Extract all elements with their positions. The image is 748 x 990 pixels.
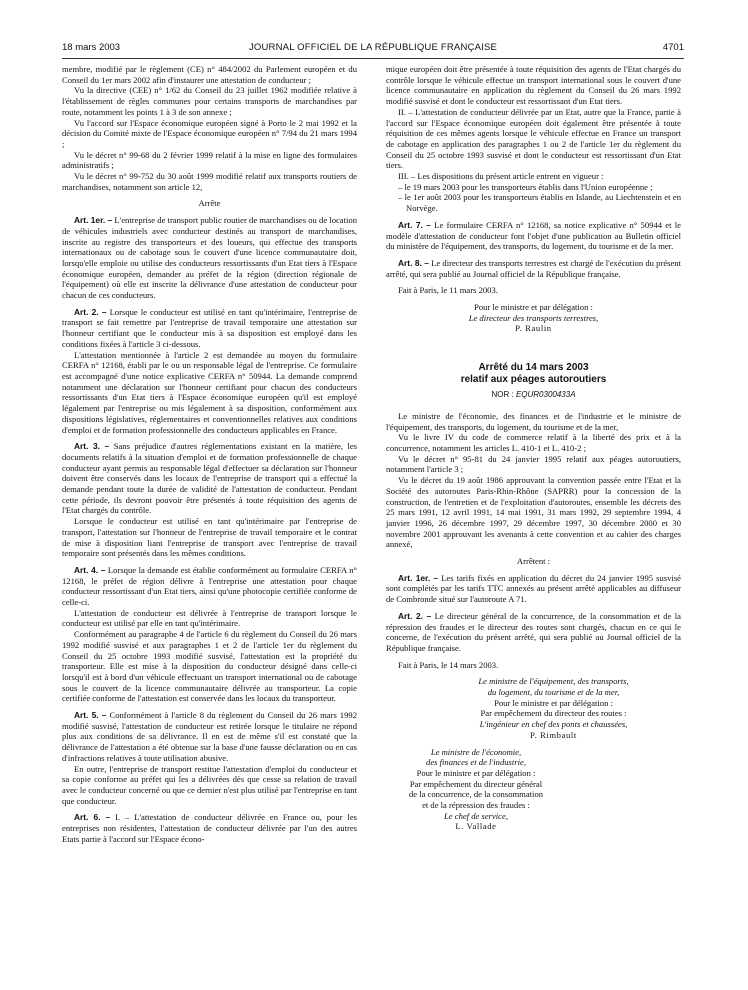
decree-title-line: relatif aux péages autoroutiers — [460, 374, 607, 386]
nor-reference — [386, 390, 681, 401]
paragraph: Lorsque le conducteur est utilisé en tant qu'intérimaire par l'entreprise de transport, l'attestation sur l'honneur de l'entreprise de travail temporaire et le contrat de mise à disposition liant l'entreprise de transport avec l'entreprise de travail temporaire sont présentés dans les mêmes conditions. — [62, 516, 357, 559]
article-6 — [62, 812, 357, 844]
signature-line: du logement, du tourisme et de la mer, — [487, 687, 620, 698]
signatory: P. Rimbault — [530, 729, 577, 740]
signature-line: Pour le ministre et par délégation : — [474, 302, 593, 313]
list-item: – le 19 mars 2003 pour les transporteurs établis dans l'Union européenne ; — [398, 181, 653, 192]
paragraph: L'attestation mentionnée à l'article 2 est demandée au moyen du formulaire CERFA n° 12168, établi par le ou un responsable légal de l'entreprise. Ce formulaire est accompagné d'une notice explicative CERFA n° 50944. La demande comprend notamment une déclaration sur l'honneur certifiant pour chacun des conducteurs ressortissants d'un Etat tiers à l'Espace économique européen qu'il est employé légalement par l'entreprise ou mis légalement à sa disposition, conformément aux dispositions législatives, réglementaires et conventionnelles relatives aux conditions d'emploi et de formation professionnelle des conducteurs applicables en France. — [62, 349, 357, 435]
signature-block — [386, 676, 681, 740]
paragraph: Vu l'accord sur l'Espace économique européen signé à Porto le 2 mai 1992 et la décision du Comité mixte de l'Espace économique européen n° 7/94 du 21 mars 1994 ; — [62, 117, 357, 149]
signatory: P. Raulin — [515, 323, 552, 334]
article-5 — [62, 710, 357, 764]
right-column — [386, 64, 681, 832]
signature-line: de la concurrence, de la consommation — [408, 789, 544, 800]
header-rule — [62, 58, 684, 59]
paragraph: En outre, l'entreprise de transport restitue l'attestation d'emploi du conducteur et sa copie conforme au préfet qui les a délivrées dès que cesse sa relation de travail avec le conducteur concerné ou que ce dernier n'est plus utilisé par l'entreprise en tant que conducteur. — [62, 763, 357, 806]
article-7 — [386, 220, 681, 252]
paragraph: Vu le décret n° 99-68 du 2 février 1999 relatif à la mise en ligne des formulaires administratifs ; — [62, 149, 357, 171]
signature-block — [386, 747, 566, 833]
page-number: 4701 — [662, 42, 684, 53]
article-text: L'entreprise de transport public routier de marchandises ou de location de véhicules industriels avec conducteur destinés au transport de marchandises, inscrite au registre des transporteurs et des loueurs, qui effectue des transports internationaux ou de cabotage sous le couvert d'une licence communautaire doit, lorsqu'elle emploie ou utilise des conducteurs ressortissants d'un Etat tiers à l'Espace économique européen, demander au préfet de la région (direction régionale de l'équipement) où elle est inscrite la délivrance d'une attestation de conducteur pour chacun de ces conducteurs. — [62, 215, 357, 301]
arretent-heading: Arrêtent : — [516, 556, 551, 567]
left-column — [62, 64, 357, 845]
list-item: – le 1er août 2003 pour les transporteurs établis en Islande, au Liechtenstein et en Norvège. — [398, 192, 681, 214]
fait-a-paris: Fait à Paris, le 14 mars 2003. — [398, 659, 499, 670]
signature-block — [386, 302, 681, 334]
paragraph: membre, modifié par le règlement (CE) n° 484/2002 du Parlement européen et du Conseil du 1er mars 2002 afin d'instaurer une attestation de conducteur ; — [62, 64, 357, 85]
paragraph: II. – L'attestation de conducteur délivrée par un Etat, autre que la France, partie à l'accord sur l'Espace économique européen doit également être présentée à toute réquisition de ces mêmes agents lorsque le véhicule effectue en France un transport de cabotage en application des paragraphes 1 ou 2 de l'article 1er du règlement du Conseil du 25 octobre 1993 susvisé et dont le conducteur est ressortissant d'un Etat tiers. — [386, 106, 681, 171]
article-text: Conformément à l'article 8 du règlement du Conseil du 26 mars 1992 modifié susvisé, l'attestation de conducteur est retirée lorsque le titulaire ne répond plus aux conditions de sa délivrance. Il en est de même s'il est constaté que la délivrance de l'attestation a été obtenue sur la base d'une fausse déclaration ou en cas d'infractions relatives à toute utilisation abusive. — [62, 710, 357, 763]
article-label: Art. 7. – — [398, 219, 431, 230]
paragraph: Vu le décret n° 95-81 du 24 janvier 1995 relatif aux péages autoroutiers, notamment l'article 3 ; — [386, 453, 681, 475]
signature-line: Le ministre de l'équipement, des transports, — [478, 676, 629, 687]
paragraph: Vu le décret du 19 août 1986 approuvant la convention passée entre l'Etat et la Société des autoroutes Paris-Rhin-Rhône (SAPRR) pour la concession de la construction, de l'entretien et de l'exploitation d'autoroutes, ensemble les décrets des 25 mars 1991, 12 avril 1991, 14 mai 1991, 31 mars 1992, 29 septembre 1994, 4 janvier 1996, 26 décembre 1997, 29 décembre 1997, 30 décembre 2000 et 30 novembre 2001 approuvant les avenants à cette convention et au cahier des charges annexé, — [386, 475, 681, 550]
signature-line: Par empêchement du directeur des routes : — [480, 708, 627, 719]
signature-line: des finances et de l'industrie, — [426, 757, 526, 768]
paragraph: Le ministre de l'économie, des finances et de l'industrie et le ministre de l'équipement, des transports, du logement, du tourisme et de la mer, — [386, 410, 681, 432]
article-1 — [62, 215, 357, 301]
page-header — [62, 42, 684, 56]
signature-line: Par empêchement du directeur général — [409, 778, 543, 789]
article-text: Le directeur général de la concurrence, de la consommation et de la répression des fraudes et le directeur des routes sont chargés, chacun en ce qui le concerne, de l'exécution du présent arrêté, qui sera publié au Journal officiel de la République française. — [386, 610, 681, 653]
article-text: Sans préjudice d'autres réglementations existant en la matière, les documents relatifs à la situation d'emploi et de formation professionnelle de chaque conducteur ayant permis au responsable légal d'effectuer sa déclaration sur l'honneur doivent être conservés dans les locaux de l'entreprise de transport qui a effectué la demande pendant toute la durée de validité de l'attestation de conducteur. Pendant cette période, ils devront pouvoir être présentés à toute réquisition des agents de l'Etat chargés du contrôle. — [62, 441, 357, 516]
article-label: Art. 5. – — [74, 710, 107, 721]
article-2 — [62, 307, 357, 350]
signature-line: Le ministre de l'économie, — [430, 746, 522, 757]
article-label: Art. 1er. – — [74, 215, 113, 226]
paragraph: L'attestation de conducteur est délivrée à l'entreprise de transport lorsque le conducteur est utilisé par elle en tant qu'intérimaire. — [62, 607, 357, 629]
nor-label: NOR : — [491, 390, 514, 400]
article-4 — [62, 565, 357, 608]
signature-line: et de la répression des fraudes : — [422, 800, 530, 811]
article-text: Lorsque le conducteur est utilisé en tant qu'intérimaire, l'entreprise de transport se fait remettre par l'entreprise de travail temporaire une attestation sur l'honneur certifiant que le conducteur mis à sa disposition est employé dans les conditions fixées à l'article 3 ci-dessous. — [62, 306, 357, 349]
article-label: Art. 4. – — [74, 564, 106, 575]
article-label: Art. 1er. – — [398, 572, 439, 583]
article-text: Lorsque la demande est établie conformément au formulaire CERFA n° 12168, le préfet de région délivre à l'entreprise une attestation pour chaque conducteur ressortissant d'un Etat tiers, ainsi qu'une photocopie certifiée conforme de celle-ci. — [62, 564, 357, 608]
signature-line: Pour le ministre et par délégation : — [416, 767, 536, 778]
decree-title-line: Arrêté du 14 mars 2003 — [478, 362, 589, 374]
signature-line: Le chef de service, — [444, 810, 508, 821]
signature-line: Le directeur des transports terrestres, — [468, 312, 599, 323]
arrete-heading: Arrête — [198, 198, 221, 209]
signature-line: Pour le ministre et par délégation : — [494, 697, 613, 708]
article-label: Art. 8. – — [398, 257, 429, 268]
article-text: I. – L'attestation de conducteur délivrée en France ou, pour les entreprises non résidentes, l'attestation de conducteur délivrée par l'un des autres Etats partie à l'accord sur l'Espace écono- — [62, 812, 357, 844]
article-text: Le formulaire CERFA n° 12168, sa notice explicative n° 50944 et le modèle d'attestation de conducteur font l'objet d'une publication au Bulletin officiel du ministère de l'équipement, des transports, du logement, du tourisme et de la mer. — [386, 219, 681, 252]
article-label: Art. 2. – — [398, 610, 432, 621]
article-text: Les tarifs fixés en application du décret du 24 janvier 1995 susvisé sont complétés par les tarifs TTC annexés au présent arrêté applicables au diffuseur de Combronde situé sur l'autoroute A 71. — [386, 572, 681, 605]
article-label: Art. 6. – — [74, 812, 111, 823]
article-8 — [386, 258, 681, 279]
article-text: Le directeur des transports terrestres est chargé de l'exécution du présent arrêté, qui sera publié au Journal officiel de la République française. — [386, 257, 681, 279]
article-2 — [386, 611, 681, 654]
signature-line: L'ingénieur en chef des ponts et chaussées, — [479, 719, 628, 730]
decree-title — [386, 362, 681, 386]
issue-date: 18 mars 2003 — [62, 42, 121, 53]
paragraph: Vu le décret n° 99-752 du 30 août 1999 modifié relatif aux transports routiers de marchandises, notamment son article 12, — [62, 171, 357, 192]
paragraph: Vu la directive (CEE) n° 1/62 du Conseil du 23 juillet 1962 modifiée relative à l'établissement de règles communes pour certains transports de marchandises par route, notamment les points 1 à 3 de son annexe ; — [62, 85, 357, 117]
paragraph: Vu le livre IV du code de commerce relatif à la liberté des prix et à la concurrence, notamment les articles L. 410-1 et L. 410-2 ; — [386, 432, 681, 453]
article-label: Art. 3. – — [74, 441, 110, 452]
article-1 — [386, 573, 681, 605]
nor-code: EQUR0300433A — [515, 390, 576, 400]
paragraph: mique européen doit être présentée à toute réquisition des agents de l'Etat chargés du contrôle lorsque le véhicule effectue un transport international sous le couvert d'une licence communautaire en application du règlement du Conseil du 26 mars 1992 modifié susvisé et dont le conducteur est ressortissant d'un Etat tiers. — [386, 64, 681, 107]
paragraph: III. – Les dispositions du présent article entrent en vigueur : — [398, 171, 604, 182]
fait-a-paris: Fait à Paris, le 11 mars 2003. — [398, 285, 498, 296]
signatory: L. Vallade — [455, 821, 497, 832]
article-3 — [62, 441, 357, 516]
paragraph: Conformément au paragraphe 4 de l'article 6 du règlement du Conseil du 26 mars 1992 modifié susvisé et aux paragraphes 1 et 2 de l'article 1er du règlement du Conseil du 25 octobre 1993 modifié susvisé, l'attestation est la propriété du transporteur. Elle est mise à la disposition du conducteur désigné dans celle-ci lorsqu'il est à bord d'un véhicule effectuant un transport international ou de cabotage sous le couvert de la licence communautaire délivrée au transporteur. La copie certifiée conforme de l'attestation est conservée dans les locaux du transporteur. — [62, 629, 357, 704]
journal-title: JOURNAL OFFICIEL DE LA RÉPUBLIQUE FRANÇAISE — [248, 42, 498, 53]
article-label: Art. 2. – — [74, 306, 107, 317]
